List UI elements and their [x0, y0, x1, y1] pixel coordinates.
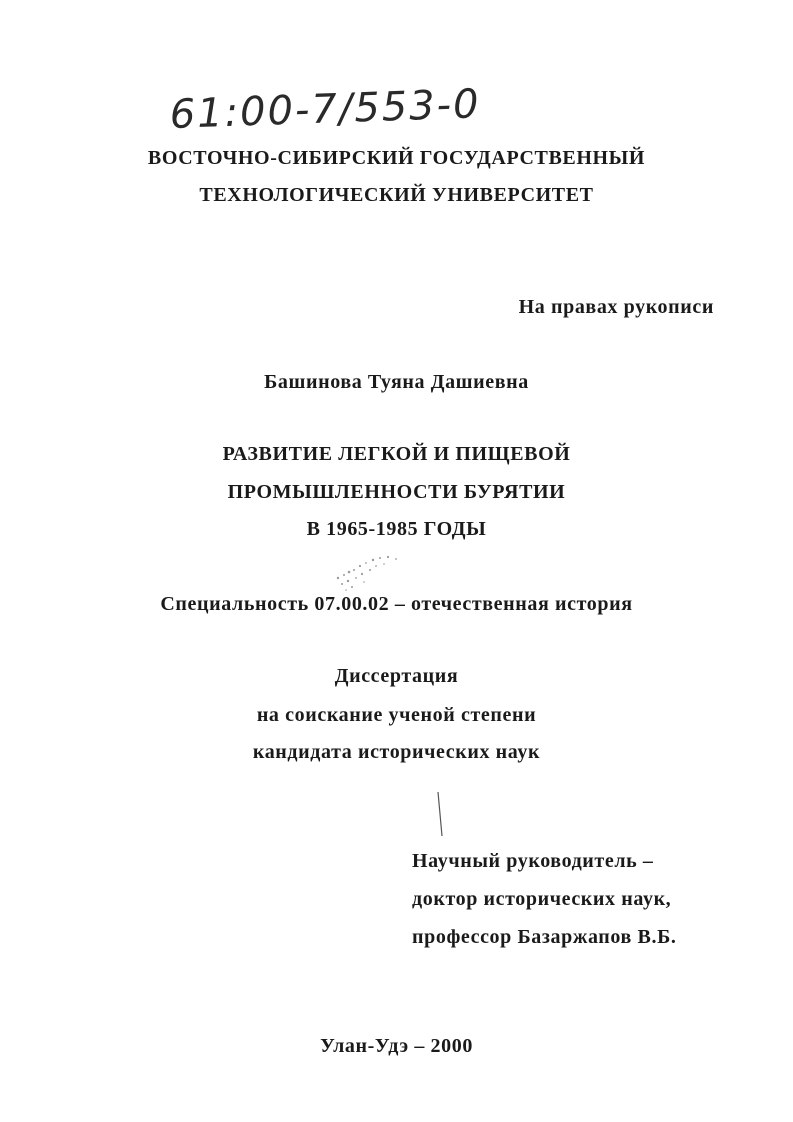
supervisor-name: профессор Базаржапов В.Б. [412, 926, 677, 948]
supervisor-role: Научный руководитель – [412, 850, 654, 872]
dissertation-title-line-2: ПРОМЫШЛЕННОСТИ БУРЯТИИ [227, 481, 566, 503]
institution-line-1: ВОСТОЧНО-СИБИРСКИЙ ГОСУДАРСТВЕННЫЙ [147, 147, 646, 169]
pen-stroke-mark [436, 790, 446, 840]
city-year: Улан-Удэ – 2000 [320, 1035, 473, 1057]
handwritten-inventory-number: 61:00-7/553-0 [168, 81, 482, 138]
institution-line-2: ТЕХНОЛОГИЧЕСКИЙ УНИВЕРСИТЕТ [199, 184, 594, 206]
degree-line-2: кандидата исторических наук [252, 741, 541, 763]
dissertation-title-line-1: РАЗВИТИЕ ЛЕГКОЙ И ПИЩЕВОЙ [222, 443, 571, 465]
dissertation-type: Диссертация [334, 665, 459, 687]
author-name: Башинова Туяна Дашиевна [264, 371, 529, 393]
degree-line-1: на соискание ученой степени [256, 704, 537, 726]
manuscript-note: На правах рукописи [518, 296, 714, 318]
supervisor-degree: доктор исторических наук, [412, 888, 672, 910]
dissertation-title-line-3: В 1965-1985 ГОДЫ [306, 518, 487, 540]
specialty-line: Специальность 07.00.02 – отечественная история [160, 593, 633, 615]
